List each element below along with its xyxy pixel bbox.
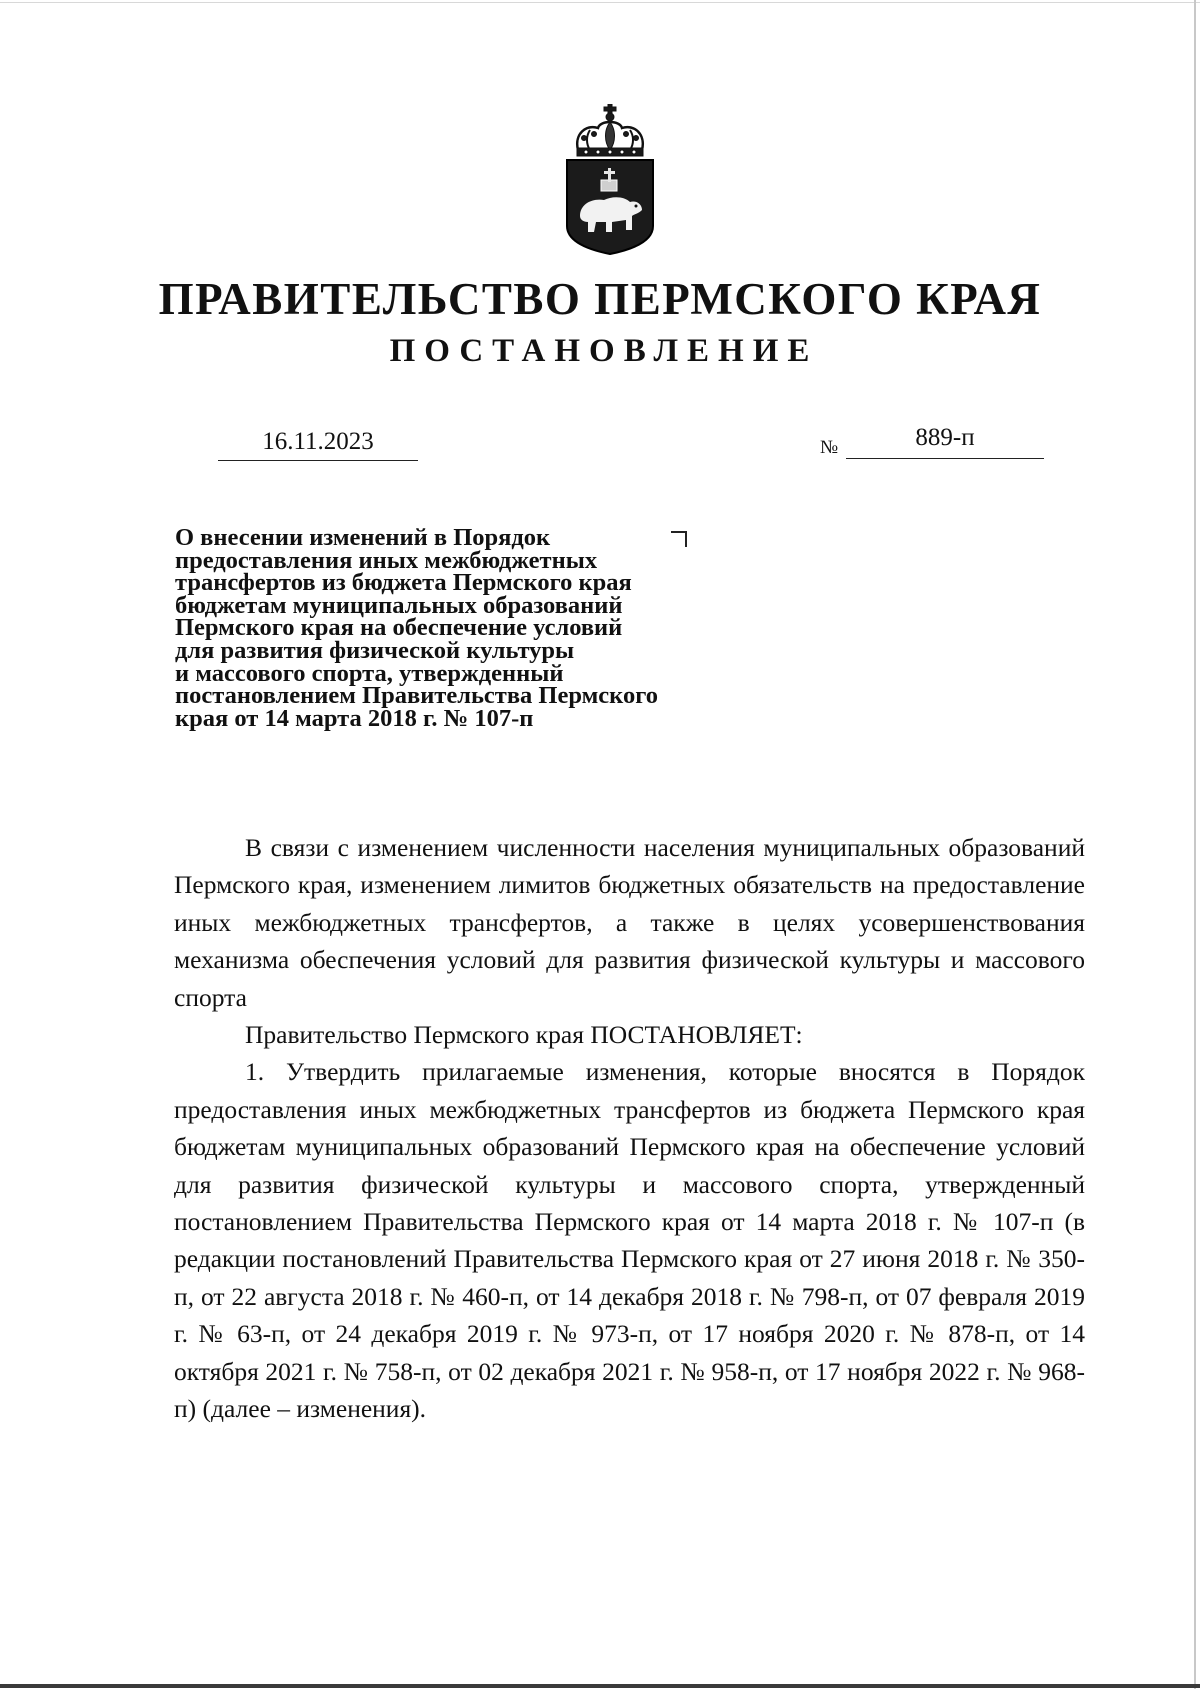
preamble-paragraph: В связи с изменением численности населения муниципальных образований Пермского края, изменением лимитов бюджетных обязательств на предоставление иных межбюджетных трансфертов, а также в целях усовершенствования механизма обеспечения условий для развития физической культуры и массового спорта bbox=[174, 833, 1085, 1012]
scan-edge-right bbox=[1194, 0, 1196, 1689]
document-date: 16.11.2023 bbox=[218, 424, 418, 461]
item-1-paragraph: 1. Утвердить прилагаемые изменения, которые вносятся в Порядок предоставления иных межбюджетных трансфертов из бюджета Пермского края бюджетам муниципальных образований Пермского края на обеспечение условий для развития физической культуры и массового спорта, утвержденный постановлением Правительства Пермского края от 14 марта 2018 г. № 107-п (в редакции постановлений Правительства Пермского края от 27 июня 2018 г. № 350-п, от 22 августа 2018 г. № 460-п, от 14 декабря 2018 г. № 798-п, от 07 февраля 2019 г. № 63-п, от 24 декабря 2019 г. № 973-п, от 17 ноября 2020 г. № 878-п, от 14 октября 2021 г. № 758-п, от 02 декабря 2021 г. № 958-п, от 17 ноября 2022 г. № 968-п) (далее – изменения). bbox=[174, 1057, 1085, 1424]
title-line: края от 14 марта 2018 г. № 107-п bbox=[175, 704, 534, 732]
title-line: бюджетам муниципальных образований bbox=[175, 591, 623, 619]
document-body bbox=[174, 829, 1085, 1428]
coat-of-arms-icon bbox=[564, 104, 656, 256]
document-subject-title bbox=[175, 524, 755, 732]
organization-title: ПРАВИТЕЛЬСТВО ПЕРМСКОГО КРАЯ bbox=[158, 274, 1042, 324]
title-line: для развития физической культуры bbox=[175, 636, 575, 664]
title-line: и массового спорта, утвержденный bbox=[175, 659, 564, 687]
scan-edge-bottom bbox=[0, 1684, 1200, 1688]
resolution-clause: Правительство Пермского края ПОСТАНОВЛЯЕТ: bbox=[245, 1020, 803, 1050]
scan-edge-top bbox=[0, 2, 1200, 3]
title-line: постановлением Правительства Пермского bbox=[175, 682, 658, 710]
title-line: предоставления иных межбюджетных bbox=[175, 546, 598, 574]
title-line: трансфертов из бюджета Пермского края bbox=[175, 569, 632, 597]
title-line: Пермского края на обеспечение условий bbox=[175, 614, 623, 642]
number-sign-label: № bbox=[820, 437, 839, 458]
document-type-heading: ПОСТАНОВЛЕНИЕ bbox=[389, 333, 819, 369]
title-line: О внесении изменений в Порядок bbox=[175, 524, 551, 551]
document-number: 889-п bbox=[846, 420, 1044, 459]
title-corner-mark bbox=[671, 531, 687, 547]
